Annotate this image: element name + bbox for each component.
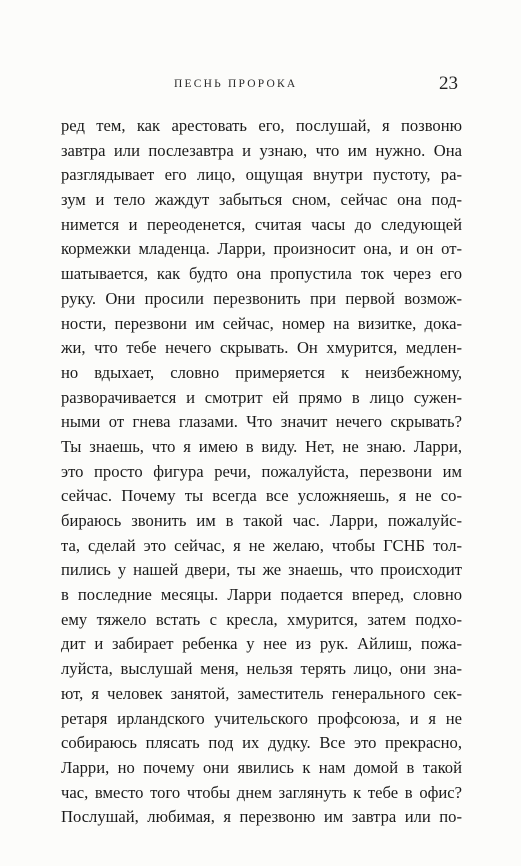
body-text — [61, 114, 462, 830]
text-line: ными от гнева глазами. Что значит нечего скрывать? — [61, 412, 462, 432]
text-line: завтра или послезавтра и узнаю, что им нужно. Она — [61, 140, 462, 160]
text-line: в последние месяцы. Ларри подается вперед, словно — [61, 585, 462, 605]
text-line: жи, что тебе нечего скрывать. Он хмурится, медлен- — [61, 338, 462, 358]
text-line: луйста, выслушай меня, нельзя терять лицо, они зна- — [61, 659, 462, 679]
text-line: но вдыхает, словно примеряется к неизбежному, — [61, 362, 462, 382]
text-line: кормежки младенца. Ларри, произносит она, и он от- — [61, 239, 462, 259]
text-line: руку. Они просили перезвонить при первой возмож- — [61, 288, 462, 308]
text-line: Послушай, любимая, я перезвоню им завтра или по- — [61, 807, 462, 827]
running-title: ПЕСНЬ ПРОРОКА — [174, 78, 298, 90]
page-number: 23 — [439, 73, 458, 94]
text-line: ретаря ирландского учительского профсоюза, и я не — [61, 708, 462, 728]
text-line: ему тяжело встать с кресла, хмурится, затем подхо- — [61, 609, 462, 629]
text-line: это просто фигура речи, пожалуйста, перезвони им — [61, 461, 462, 481]
text-line: час, вместо того чтобы днем заглянуть к тебе в офис? — [61, 782, 462, 802]
text-line: ности, перезвони им сейчас, номер на визитке, дока- — [61, 313, 462, 333]
text-line: бираюсь звонить им в такой час. Ларри, пожалуйс- — [61, 511, 462, 530]
text-line: пились у нашей двери, ты же знаешь, что происходит — [61, 560, 462, 580]
text-line: зум и тело жаждут забыться сном, сейчас она под- — [61, 190, 462, 210]
text-line: ют, я человек занятой, заместитель генерального сек- — [61, 683, 462, 703]
text-line: Ты знаешь, что я имею в виду. Нет, не знаю. Ларри, — [61, 436, 462, 456]
text-line: нимется и переоденется, считая часы до следующей — [61, 214, 462, 234]
text-line: шатывается, как будто она пропустила ток через его — [61, 264, 462, 284]
text-line: ред тем, как арестовать его, послушай, я позвоню — [61, 116, 462, 135]
text-line: разворачивается и смотрит ей прямо в лицо сужен- — [61, 387, 462, 407]
text-line: сейчас. Почему ты всегда все усложняешь, я не со- — [61, 486, 462, 506]
text-line: разглядывает его лицо, ощущая внутри пустоту, ра- — [61, 165, 462, 185]
text-line: Ларри, но почему они явились к нам домой в такой — [61, 757, 462, 777]
text-line: та, сделай это сейчас, я не желаю, чтобы ГСНБ тол- — [61, 535, 462, 555]
text-line: собираюсь плясать под их дудку. Все это прекрасно, — [61, 733, 462, 753]
text-line: дит и забирает ребенка у нее из рук. Айлиш, пожа- — [61, 634, 462, 654]
